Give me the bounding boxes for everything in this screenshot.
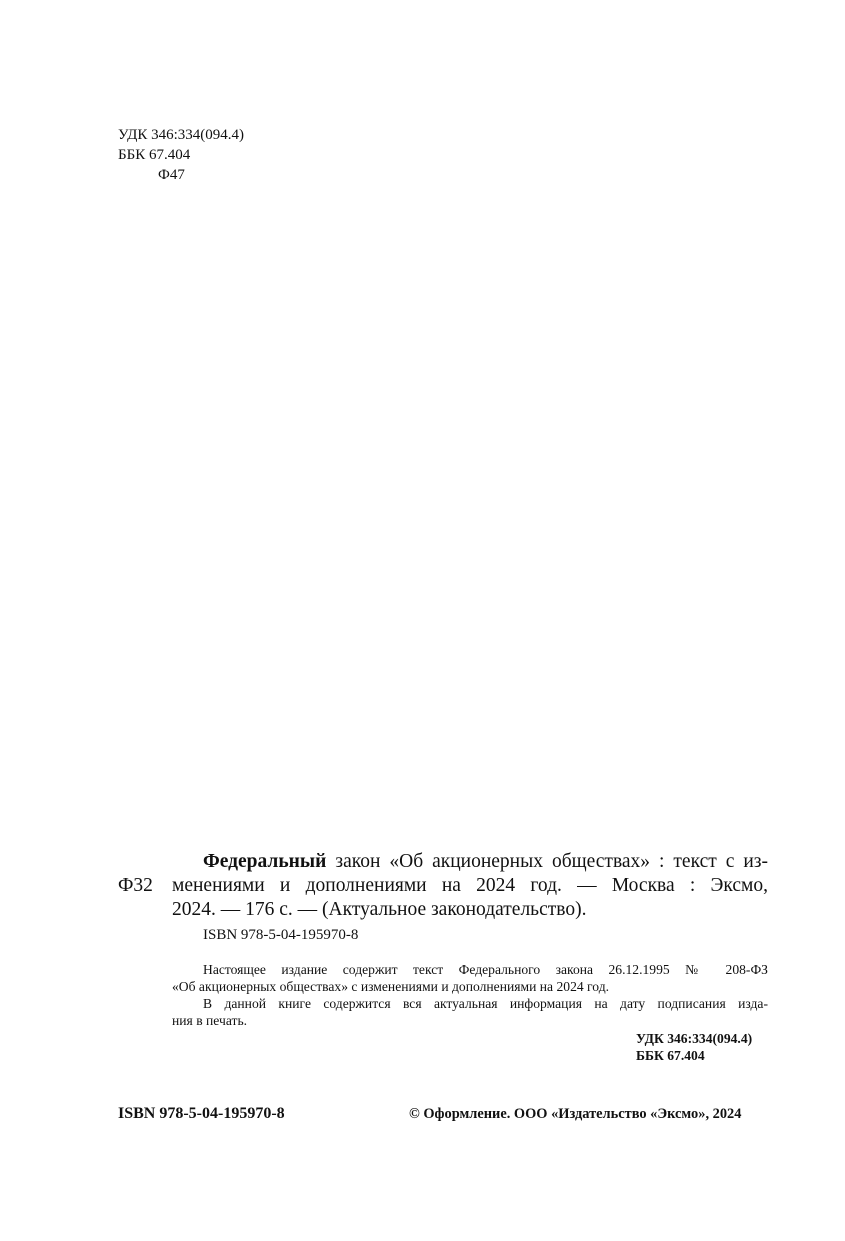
- author-sign-top: Ф47: [158, 167, 185, 183]
- author-sign: Ф32: [118, 875, 153, 896]
- entry-title-bold: Федеральный: [203, 851, 327, 872]
- annotation-p1-line1: Настоящее издание содержит текст Федерального закона 26.12.1995 № 208-ФЗ: [203, 962, 768, 977]
- entry-isbn: ISBN 978-5-04-195970-8: [203, 927, 359, 943]
- annotation-p1-line2: «Об акционерных обществах» с изменениями и дополнениями на 2024 год.: [172, 979, 610, 994]
- footer-copyright: © Оформление. ООО «Издательство «Эксмо», 2024: [409, 1106, 742, 1122]
- footer-isbn: ISBN 978-5-04-195970-8: [118, 1105, 285, 1122]
- bbk-code-top: ББК 67.404: [118, 147, 191, 163]
- bbk-code-bottom: ББК 67.404: [636, 1048, 705, 1063]
- udk-code-top: УДК 346:334(094.4): [118, 127, 244, 143]
- annotation-p2-line2: ния в печать.: [172, 1013, 248, 1028]
- entry-line-3: 2024. — 176 с. — (Актуальное законодательство).: [172, 899, 587, 920]
- udk-code-bottom: УДК 346:334(094.4): [636, 1031, 753, 1046]
- annotation-p2-line1: В данной книге содержится вся актуальная информация на дату подписания изда-: [203, 996, 768, 1011]
- entry-line-2: менениями и дополнениями на 2024 год. — Москва : Эксмо,: [172, 875, 768, 896]
- entry-title-rest: закон «Об акционерных обществах» : текст с из-: [326, 851, 768, 872]
- entry-title-line: [203, 850, 768, 874]
